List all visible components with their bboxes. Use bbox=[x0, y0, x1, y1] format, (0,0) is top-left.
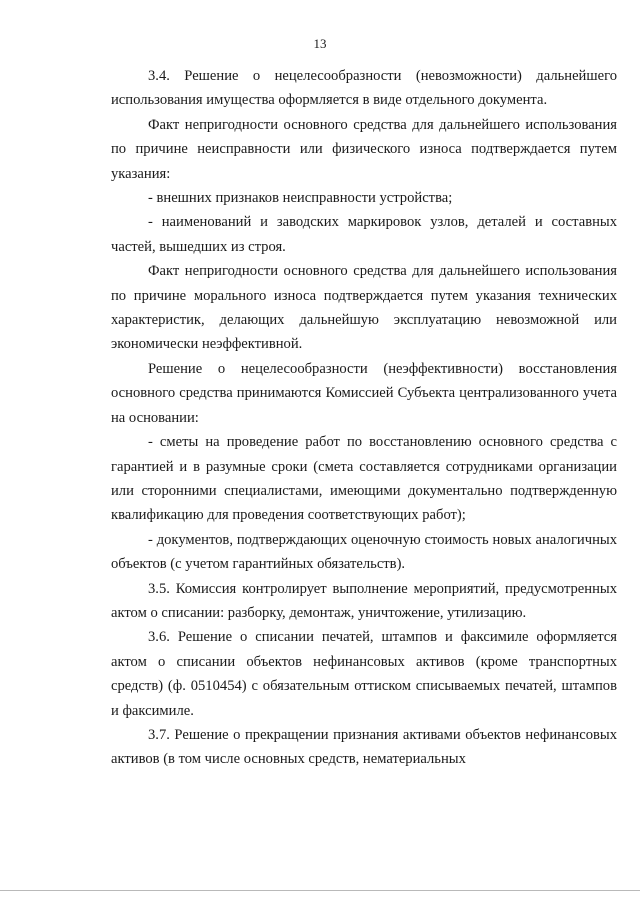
list-item-part-markings: - наименований и заводских маркировок узлов, деталей и составных частей, вышедших из строя. bbox=[111, 214, 617, 255]
paragraph-3-6: 3.6. Решение о списании печатей, штампов и факсимиле оформляется актом о списании объектов нефинансовых активов (кроме транспортных средств) (ф. 0510454) с обязательным оттиском списываемых печатей, штампов и факсимиле. bbox=[111, 629, 617, 719]
paragraph-moral-wear: Факт непригодности основного средства для дальнейшего использования по причине морального износа подтверждается путем указания технических характеристик, делающих дальнейшую эксплуатацию невозможной или экономически неэффективной. bbox=[111, 263, 617, 353]
list-item-valuation-documents: - документов, подтверждающих оценочную стоимость новых аналогичных объектов (с учетом гарантийных обязательств). bbox=[111, 531, 617, 573]
paragraph-3-5: 3.5. Комиссия контролирует выполнение мероприятий, предусмотренных актом о списании: разборку, демонтаж, уничтожение, утилизацию. bbox=[111, 580, 617, 621]
page-bottom-rule bbox=[0, 890, 640, 891]
page-number: 13 bbox=[313, 36, 327, 51]
paragraph-physical-wear: Факт непригодности основного средства для дальнейшего использования по причине неисправности или физического износа подтверждается путем указания: bbox=[111, 116, 617, 182]
list-item-estimate: - сметы на проведение работ по восстановлению основного средства с гарантией и в разумные сроки (смета составляется сотрудниками организации или сторонними специалистами, имеющими документально подтвержденную квалификацию для проведения соответствующих работ); bbox=[111, 434, 617, 524]
paragraph-restoration-decision: Решение о нецелесообразности (неэффективности) восстановления основного средства принимаются Комиссией Субъекта централизованного учета на основании: bbox=[111, 360, 617, 426]
paragraph-3-7: 3.7. Решение о прекращении признания активами объектов нефинансовых активов (в том числе основных средств, нематериальных bbox=[111, 726, 617, 768]
document-body bbox=[111, 64, 617, 772]
paragraph-3-4: 3.4. Решение о нецелесообразности (невозможности) дальнейшего использования имущества оформляется в виде отдельного документа. bbox=[111, 68, 617, 109]
list-item-external-signs: - внешних признаков неисправности устройства; bbox=[148, 190, 453, 207]
